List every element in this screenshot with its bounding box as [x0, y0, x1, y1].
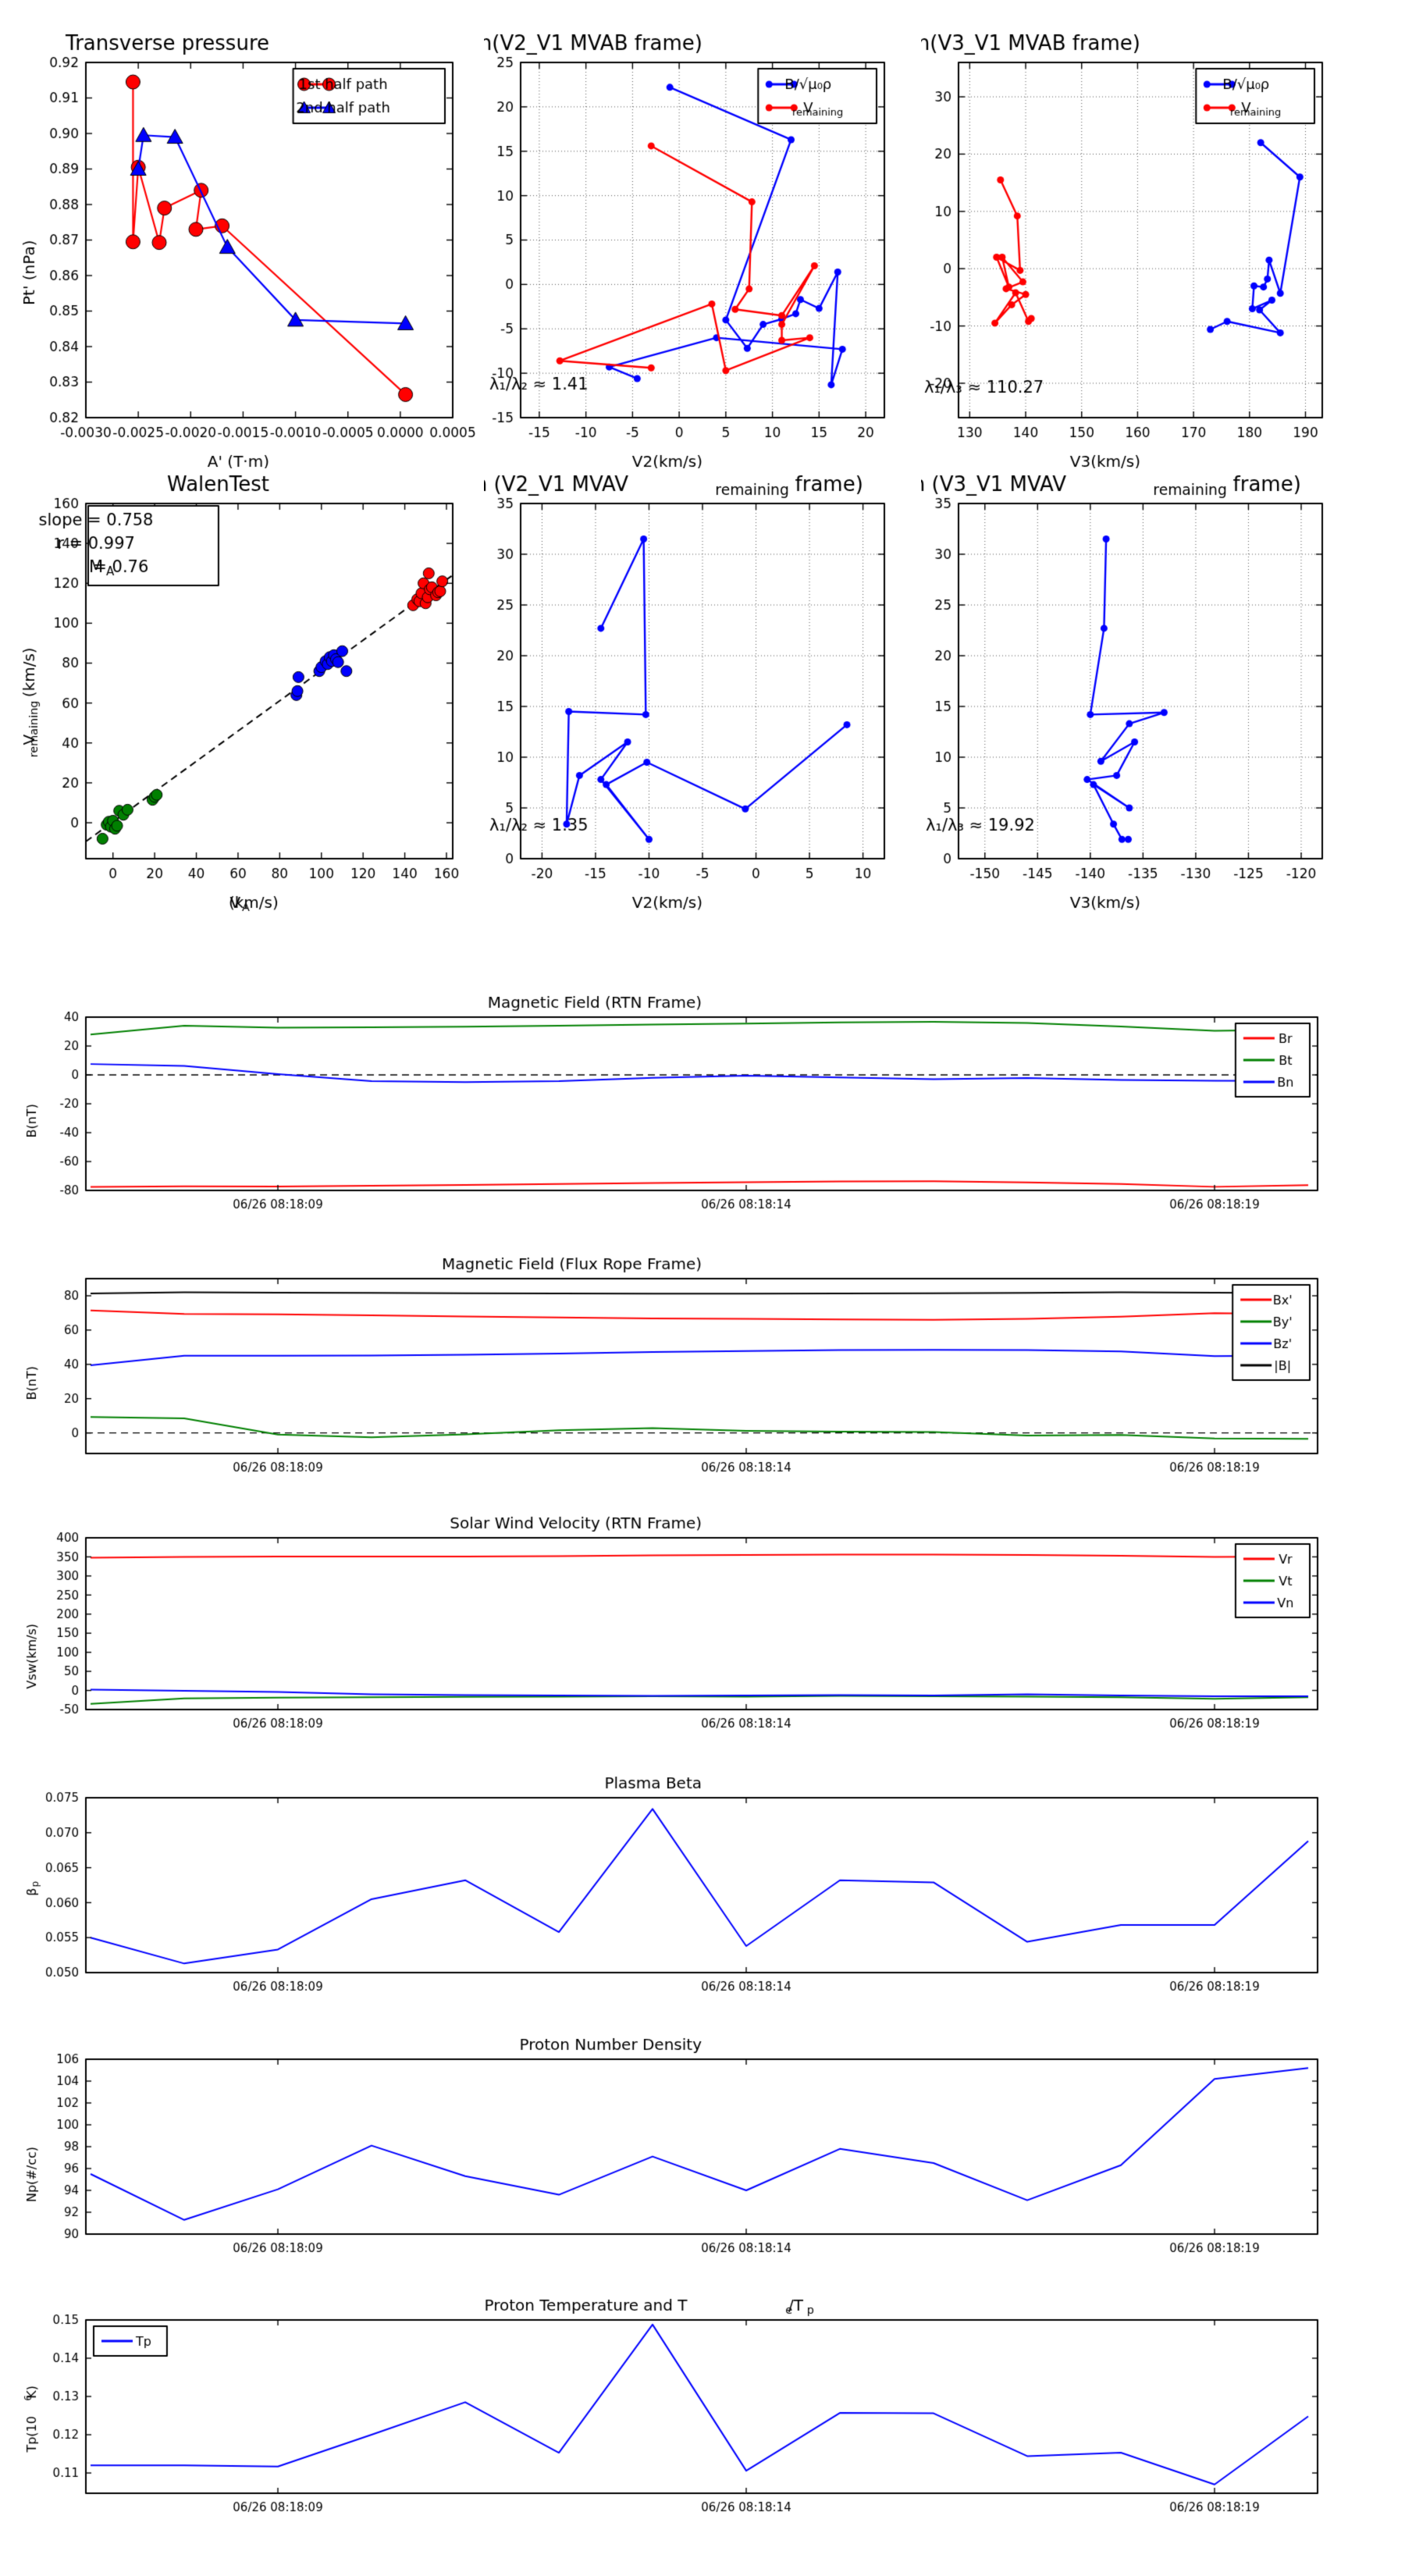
- proton-number-density-canvas: [0, 2014, 1405, 2268]
- plot-proton-temperature: [0, 2275, 1405, 2532]
- plot-solar-wind-velocity: [0, 1493, 1405, 1746]
- hodogram-v2v1-mvab-canvas: [484, 16, 921, 484]
- plot-transverse-pressure: [0, 16, 484, 484]
- transverse-pressure-canvas: [0, 16, 484, 484]
- plot-magnetic-field-rtn: [0, 972, 1405, 1226]
- plot-proton-number-density: [0, 2014, 1405, 2268]
- plot-hodogram-v2v1-mvav: [484, 468, 921, 921]
- solar-wind-velocity-canvas: [0, 1493, 1405, 1746]
- plot-plasma-beta: [0, 1752, 1405, 2006]
- hodogram-v3v1-mvav-canvas: [921, 468, 1405, 921]
- walen-test-canvas: [0, 468, 484, 921]
- magnetic-field-flux-rope-canvas: [0, 1233, 1405, 1487]
- hodogram-v3v1-mvab-canvas: [921, 16, 1405, 484]
- proton-temperature-canvas: [0, 2275, 1405, 2532]
- plot-hodogram-v2v1-mvab: [484, 16, 921, 484]
- plot-magnetic-field-flux-rope: [0, 1233, 1405, 1487]
- plot-hodogram-v3v1-mvav: [921, 468, 1405, 921]
- plot-hodogram-v3v1-mvab: [921, 16, 1405, 484]
- plot-walen-test: [0, 468, 484, 921]
- magnetic-field-rtn-canvas: [0, 972, 1405, 1226]
- plasma-beta-canvas: [0, 1752, 1405, 2006]
- hodogram-v2v1-mvav-canvas: [484, 468, 921, 921]
